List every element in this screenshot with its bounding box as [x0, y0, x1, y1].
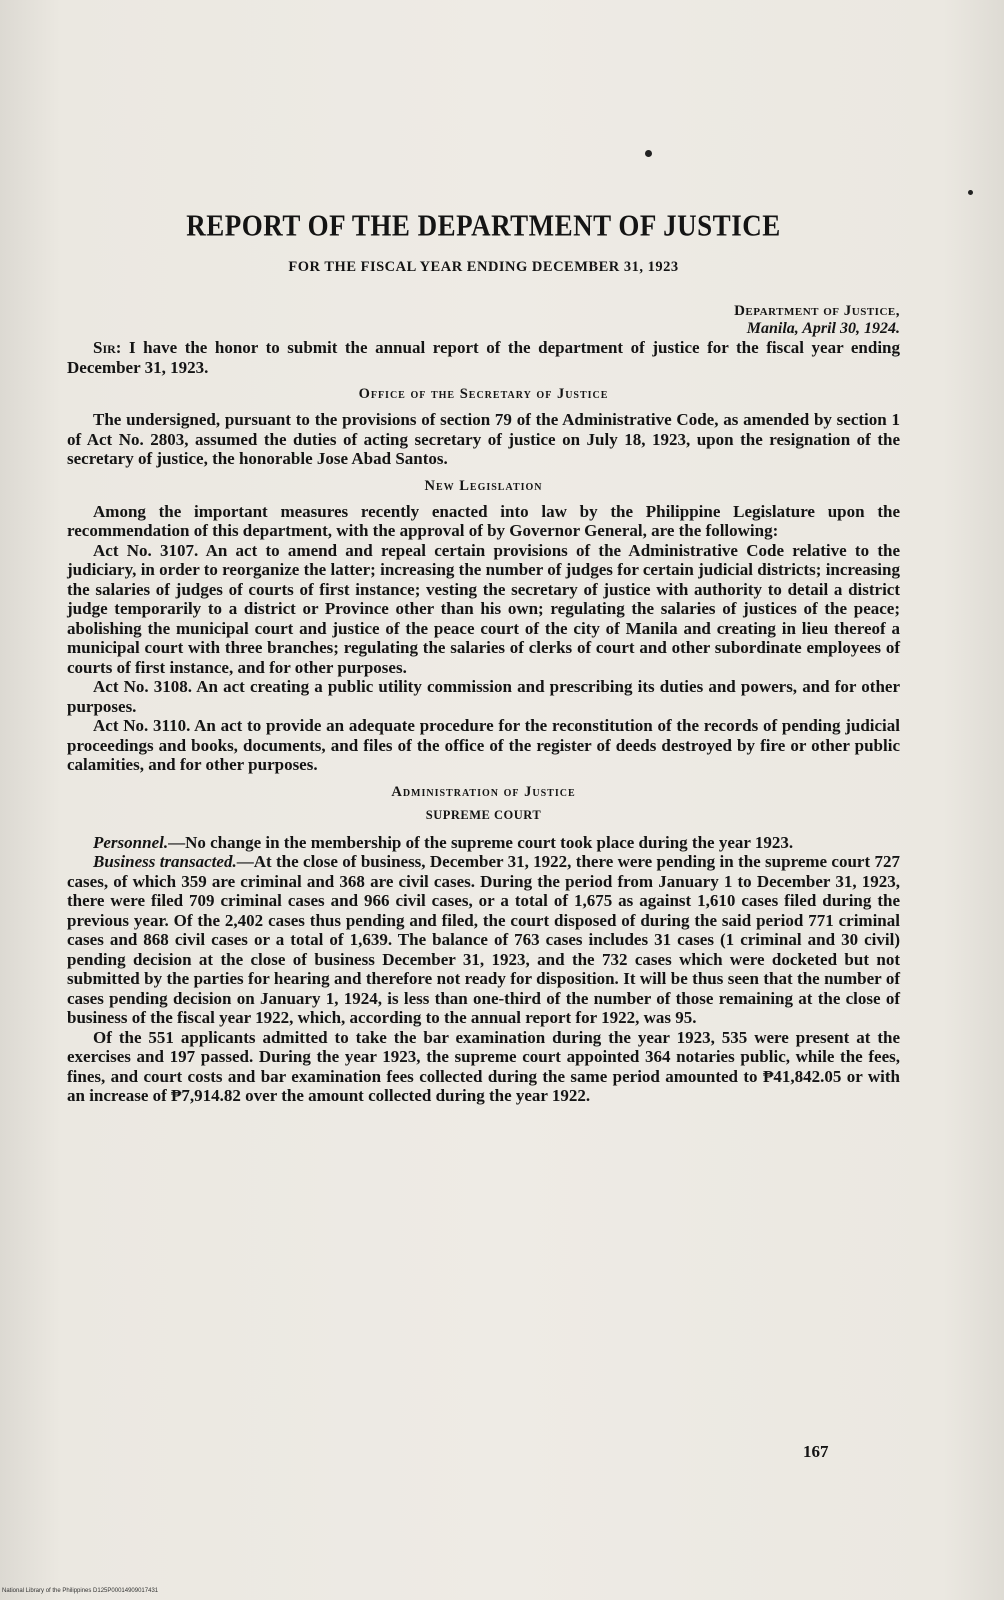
- personnel-label: Personnel.: [93, 832, 169, 852]
- library-footer: National Library of the Philippines D125P00014909017431: [2, 1588, 159, 1594]
- office-heading: Office of the Secretary of Justice: [358, 386, 609, 402]
- date-line: Manila, April 30, 1924.: [746, 320, 900, 337]
- business-label: Business transacted.: [93, 852, 237, 871]
- legislation-heading: New Legislation: [424, 477, 543, 494]
- salutation-sir: Sir: [93, 338, 116, 357]
- bar-exam-paragraph: Of the 551 applicants admitted to take the bar examination during the year 1923, 535 were present at the exercises and 197 passed. During the year 1923, the supreme court appointed 364 notaries public, while the fees, fines, and court costs and bar examination fees collected during the same period amounted to ₱41,842.05 or with an increase of ₱7,914.82 over the amount collected during the year 1922.: [67, 1027, 900, 1105]
- ink-speck: [968, 190, 973, 195]
- act-3107-paragraph: Act No. 3107. An act to amend and repeal certain provisions of the Administrative Code relative to the judiciary, in order to reorganize the latter; increasing the number of judges for certain judicial districts; increasing the salaries of judges of courts of first instance; vesting the secretary of justice with authority to detail a district judge temporarily to a district or Province other than his own; regulating the salaries of justices of the peace; abolishing the municipal court and justice of the peace court of the city of Manila and creating in lieu thereof a municipal court with three branches; regulating the salaries of clerks of court and other subordinate employees of courts of first instance, and for other purposes.: [67, 540, 900, 677]
- personnel-text: —No change in the membership of the supreme court took place during the year 1923.: [168, 832, 794, 852]
- act-3108-paragraph: Act No. 3108. An act creating a public utility commission and prescribing its duties and powers, and for other purposes.: [67, 677, 900, 716]
- report-title: REPORT OF THE DEPARTMENT OF JUSTICE: [186, 207, 781, 243]
- salutation-text: : I have the honor to submit the annual report of the department of justice for the fiscal year ending December 31, 1923.: [67, 338, 900, 377]
- business-paragraph: [67, 852, 900, 1028]
- dept-line: Department of Justice,: [734, 303, 900, 319]
- report-subtitle: FOR THE FISCAL YEAR ENDING DECEMBER 31, 1923: [288, 259, 679, 275]
- legislation-intro: Among the important measures recently enacted into law by the Philippine Legislature upon the recommendation of this department, with the approval of by Governor General, are the following:: [67, 501, 900, 540]
- office-paragraph: The undersigned, pursuant to the provisions of section 79 of the Administrative Code, as amended by section 1 of Act No. 2803, assumed the duties of acting secretary of justice on July 18, 1923, upon the resignation of the secretary of justice, the honorable Jose Abad Santos.: [67, 410, 900, 468]
- court-heading: SUPREME COURT: [425, 807, 542, 822]
- salutation-paragraph: [67, 338, 900, 377]
- business-text: —At the close of business, December 31, 1922, there were pending in the supreme court 727 cases, of which 359 are criminal and 368 are civil cases. During the period from January 1 to December 31, 1923, there were filed 709 criminal cases and 966 civil cases, or a total of 1,675 as against 1,610 cases filed during the previous year. Of the 2,402 cases thus pending and filed, the court disposed of during the said period 771 criminal cases and 868 civil cases or a total of 1,639. The balance of 763 cases includes 31 cases (1 criminal and 30 civil) pending decision at the close of business December 31, 1923, and the 732 cases which were docketed but not submitted by the parties for hearing and therefore not ready for disposition. It will be thus seen that the number of cases pending decision on January 1, 1924, is less than one-third of the number of those remaining at the close of business of the fiscal year 1922, which, according to the annual report for 1922, was 95.: [67, 852, 900, 1027]
- personnel-paragraph: [67, 833, 900, 853]
- ink-speck: [645, 150, 652, 157]
- act-3110-paragraph: Act No. 3110. An act to provide an adequate procedure for the reconstitution of the records of pending judicial proceedings and books, documents, and files of the office of the register of deeds destroyed by fire or other public calamities, and for other purposes.: [67, 716, 900, 774]
- document-body: [67, 200, 900, 1106]
- page-number: 167: [803, 1442, 829, 1461]
- admin-heading: Administration of Justice: [391, 783, 576, 800]
